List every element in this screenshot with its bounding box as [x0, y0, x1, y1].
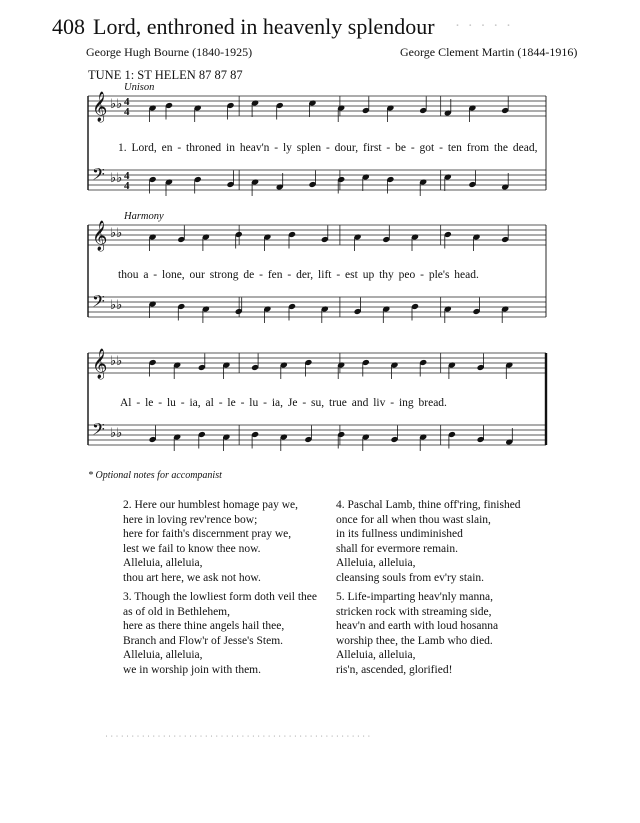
bass-clef-icon: 𝄢 [92, 421, 105, 443]
verse-line: lest we fail to know thee now. [123, 542, 261, 555]
verse-line: 3. Though the lowliest form doth veil thee [123, 591, 317, 603]
key-signature-flat: ♭♭ [110, 425, 123, 440]
verse-line: here for faith's discernment pray we, [123, 528, 292, 541]
time-signature: 4 [124, 180, 130, 192]
verse-line: Alleluia, alleluia, [336, 557, 416, 570]
verse-line: here in loving rev'rence bow; [123, 513, 258, 526]
verse-line: shall for evermore remain. [336, 542, 458, 555]
verse-line: here as there thine angels hail thee, [123, 620, 285, 633]
time-signature: 4 [124, 106, 130, 118]
author-credit: George Hugh Bourne (1840-1925) [86, 45, 253, 59]
lyric-line-2: thou a - lone, our strong de - fen - der, lift - est up thy peo - ple's head. [118, 269, 479, 281]
verse-line: once for all when thou wast slain, [336, 513, 491, 526]
unison-label: Unison [124, 82, 155, 93]
key-signature-flat: ♭♭ [110, 170, 123, 185]
composer-credit: George Clement Martin (1844-1916) [400, 45, 578, 59]
key-signature-flat: ♭♭ [110, 353, 123, 368]
tune-name: TUNE 1: ST HELEN 87 87 87 [88, 68, 243, 82]
verse-line: we in worship join with them. [123, 663, 261, 676]
verse-line: ris'n, ascended, glorified! [336, 663, 453, 676]
verse-line: thou art here, we ask not how. [123, 571, 261, 584]
verse-line: Alleluia, alleluia, [123, 557, 203, 570]
verse-4 [336, 498, 521, 586]
verse-line: in its fullness undiminished [336, 528, 463, 541]
verse-5 [336, 590, 498, 678]
key-signature-flat: ♭♭ [110, 225, 123, 240]
show-through-smudge: · · · · · [455, 18, 513, 34]
verse-line: 4. Paschal Lamb, thine off'ring, finished [336, 499, 521, 511]
hymn-number: 408 [52, 14, 85, 39]
verse-2 [123, 498, 298, 586]
verse-line: 5. Life-imparting heav'nly manna, [336, 591, 493, 603]
key-signature-flat: ♭♭ [110, 297, 123, 312]
treble-clef-icon: 𝄞 [92, 349, 108, 378]
verse-line: Alleluia, alleluia, [123, 649, 203, 662]
bass-clef-icon: 𝄢 [92, 166, 105, 188]
hymn-title: Lord, enthroned in heavenly splendour [93, 14, 435, 39]
verse-line: Branch and Flow'r of Jesse's Stem. [123, 634, 284, 647]
key-signature-flat: ♭♭ [110, 96, 123, 111]
time-signature: 4 [124, 96, 130, 108]
accompanist-footnote: * Optional notes for accompanist [88, 470, 222, 481]
lyric-line-3: Al - le - lu - ia, al - le - lu - ia, Je - su, true and liv - ing bread. [120, 397, 447, 409]
verse-line: stricken rock with streaming side, [336, 605, 492, 618]
verse-3 [123, 590, 317, 678]
show-through-copyright-text: · · · · · · · · · · · · · · · · · · · · · · · · · · · · · · · · · · · · · · · · · · · · · · · · · · · [105, 731, 371, 741]
verse-line: as of old in Bethlehem, [123, 605, 230, 618]
verse-line: worship thee, the Lamb who died. [336, 634, 493, 647]
verse-line: 2. Here our humblest homage pay we, [123, 499, 299, 511]
bass-clef-icon: 𝄢 [92, 293, 105, 315]
treble-clef-icon: 𝄞 [92, 92, 108, 121]
verse-line: heav'n and earth with loud hosanna [336, 620, 499, 633]
verse-line: cleansing souls from ev'ry stain. [336, 571, 485, 584]
lyric-line-1: 1. Lord, en - throned in heav'n - ly splen - dour, first - be - got - ten from the dead, [118, 142, 538, 154]
time-signature: 4 [124, 170, 130, 182]
verse-line: Alleluia, alleluia, [336, 649, 416, 662]
harmony-label: Harmony [124, 211, 164, 222]
treble-clef-icon: 𝄞 [92, 221, 108, 250]
